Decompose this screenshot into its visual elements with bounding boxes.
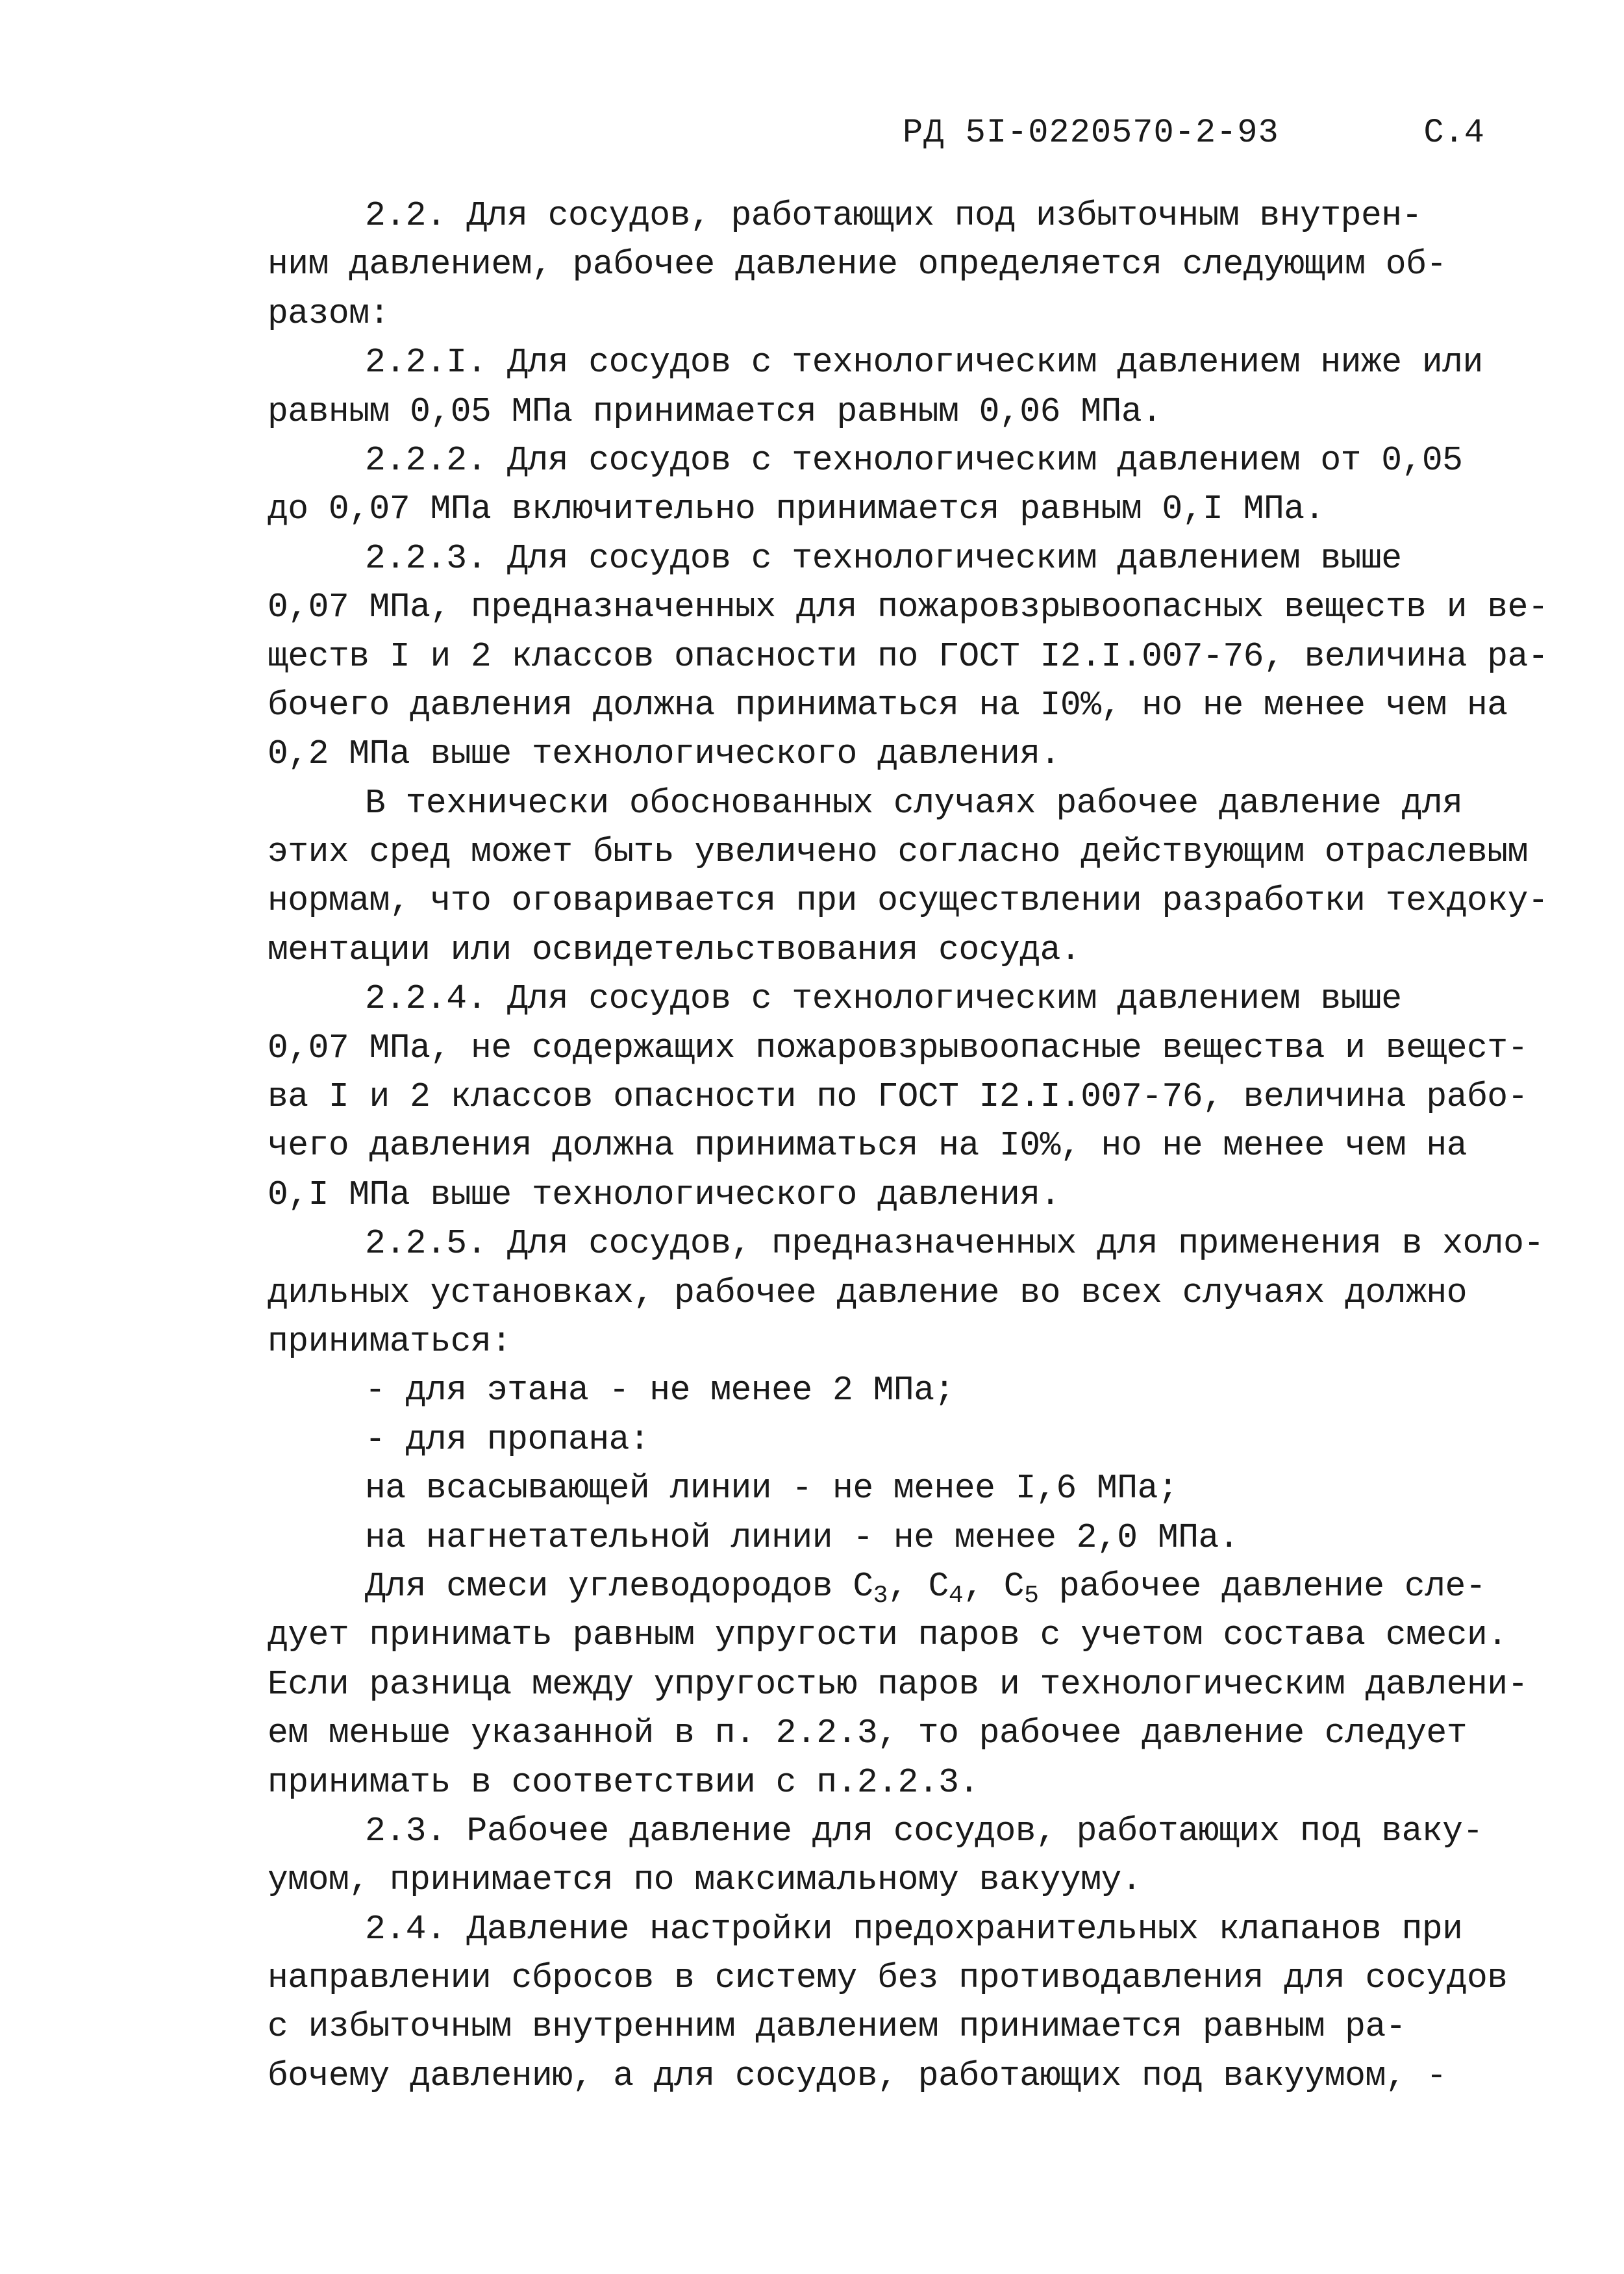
text-line: В технически обоснованных случаях рабочее давление для — [365, 783, 1463, 823]
subscript: 3 — [873, 1581, 888, 1610]
text-line: ним давлением, рабочее давление определяется следующим об- — [268, 245, 1447, 284]
text-line: бочему давлению, а для сосудов, работающих под вакуумом, - — [268, 2056, 1447, 2095]
text-line: 2.4. Давление настройки предохранительных клапанов при — [365, 1909, 1463, 1949]
text-line: 2.2.3. Для сосудов с технологическим давлением выше — [365, 538, 1402, 578]
text-line: с избыточным внутренним давлением принимается равным ра- — [268, 2007, 1406, 2047]
text-line: Если разница между упругостью паров и технологическим давлени- — [268, 1664, 1528, 1704]
text-line: - для этана - не менее 2 МПа; — [365, 1371, 955, 1410]
text-line: 2.2. Для сосудов, работающих под избыточным внутрен- — [365, 196, 1422, 235]
text-line: ем меньше указанной в п. 2.2.3, то рабочее давление следует — [268, 1714, 1468, 1753]
text-line: 0,07 МПа, предназначенных для пожаровзрывоопасных веществ и ве- — [268, 588, 1549, 627]
text-line: 2.2.5. Для сосудов, предназначенных для применения в холо- — [365, 1224, 1544, 1264]
page-number: С.4 — [1423, 114, 1484, 152]
text-line: направлении сбросов в систему без противодавления для сосудов — [268, 1958, 1508, 1998]
text-line: равным 0,05 МПа принимается равным 0,06 МПа. — [268, 392, 1162, 431]
text-line: на всасывающей линии - не менее I,6 МПа; — [365, 1469, 1179, 1508]
text-line: этих сред может быть увеличено согласно действующим отраслевым — [268, 832, 1528, 872]
text-line: приниматься: — [268, 1321, 512, 1361]
text-line: ментации или освидетельствования сосуда. — [268, 930, 1081, 969]
text-line: 2.3. Рабочее давление для сосудов, работающих под ваку- — [365, 1811, 1483, 1851]
text-line: дует принимать равным упругости паров с учетом состава смеси. — [268, 1616, 1508, 1655]
text-line: ва I и 2 классов опасности по ГОСТ I2.I.007-76, величина рабо- — [268, 1077, 1528, 1117]
text-line: 0,2 МПа выше технологического давления. — [268, 734, 1060, 774]
text-line: до 0,07 МПа включительно принимается равным 0,I МПа. — [268, 490, 1325, 529]
text-line: ществ I и 2 классов опасности по ГОСТ I2.I.007-76, величина ра- — [268, 636, 1549, 676]
subscript: 5 — [1024, 1581, 1039, 1610]
text-line: 0,07 МПа, не содержащих пожаровзрывоопасные вещества и вещест- — [268, 1028, 1528, 1068]
text-fragment: Для смеси углеводородов С — [365, 1566, 873, 1606]
text-line: - для пропана: — [365, 1419, 650, 1459]
text-line: на нагнетательной линии - не менее 2,0 МПа. — [365, 1518, 1240, 1557]
document-code: РД 5I-0220570-2-93 — [903, 114, 1279, 152]
page-header — [0, 107, 1624, 159]
text-fragment: , С — [887, 1566, 949, 1606]
text-line: разом: — [268, 294, 390, 333]
text-fragment: рабочее давление сле- — [1038, 1566, 1486, 1606]
text-line: дильных установках, рабочее давление во всех случаях должно — [268, 1273, 1468, 1312]
text-line: чего давления должна приниматься на I0%, но не менее чем на — [268, 1126, 1468, 1166]
subscript: 4 — [948, 1581, 964, 1610]
text-line: умом, принимается по максимальному вакууму. — [268, 1860, 1142, 1900]
text-line-hydrocarbons — [268, 1562, 1553, 1611]
text-line: бочего давления должна приниматься на I0%, но не менее чем на — [268, 685, 1508, 725]
document-body — [268, 192, 1553, 2101]
text-line: нормам, что оговаривается при осуществлении разработки техдоку- — [268, 881, 1549, 921]
text-fragment: , С — [963, 1566, 1025, 1606]
text-line: 2.2.4. Для сосудов с технологическим давлением выше — [365, 979, 1402, 1019]
text-line: 0,I МПа выше технологического давления. — [268, 1175, 1060, 1214]
text-line: 2.2.I. Для сосудов с технологическим давлением ниже или — [365, 343, 1483, 382]
text-line: 2.2.2. Для сосудов с технологическим давлением от 0,05 — [365, 440, 1463, 480]
text-line: принимать в соответствии с п.2.2.3. — [268, 1762, 979, 1802]
